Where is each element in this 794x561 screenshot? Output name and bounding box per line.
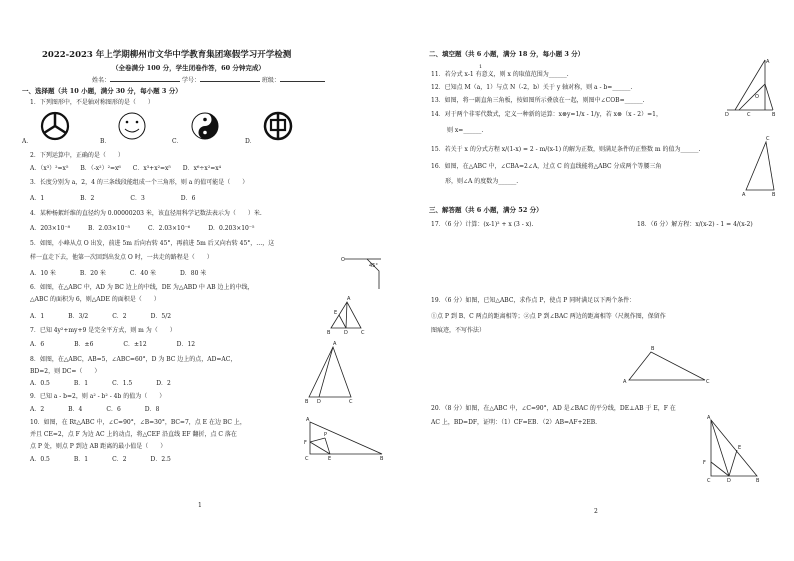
q10-options[interactable]: A．0.5 B．1 C．2 D．2.5 [30,456,171,463]
q5-point-o: O [341,257,345,263]
q5-line2: 样一直走下去，他第一次回到出发点 O 时，一共走的路程是（ ） [30,254,213,261]
q6-label-b: B [327,330,331,336]
q19-label-a: A [623,379,627,385]
q5-angle-label: 45° [369,263,378,269]
q4-options[interactable]: A．203×10⁻⁸ B．2.03×10⁻⁵ C．2.03×10⁻⁶ D．0.203×10⁻⁵ [30,225,255,232]
q16-label-a: A [742,192,746,198]
q2-stem: 2．下列运算中，正确的是（ ） [30,152,124,159]
q5-line1: 5．如图，小峰从点 O 出发，前进 5m 后向右转 45°，再前进 5m 后又向右转 45°，…，这 [30,240,275,247]
q1-opt-a[interactable]: A． [22,138,33,145]
page-number-left: 1 [198,502,202,509]
q8-line1: 8．如图，在△ABC，AB=5，∠ABC=60°，D 为 BC 边上的点，AD=AC， [30,356,237,363]
q10-label-c: C [305,456,309,462]
q6-label-c: C [361,330,365,336]
q6-line2: △ABC 的面积为 6，则△ADE 的面积是（ ） [30,296,160,303]
q20-label-a: A [707,415,711,421]
q11-frac-num: 1 [479,64,483,70]
q20-label-b: B [756,478,760,484]
q8-label-d: D [317,399,321,405]
q1-stem: 1．下列图形中，不是轴对称图形的是（ ） [30,99,154,106]
q1-opt-d[interactable]: D． [245,138,256,145]
q2-options[interactable]: A．（x³）²=x⁵ B．（-x²）²=x⁶ C．x³+x²=x⁵ D．x⁶÷x²=x⁴ [30,165,222,172]
q12-stem: 12．已知点 M（a，1）与点 N（-2，b）关于 y 轴对称，则 a - b=______. [431,84,633,91]
id-field[interactable] [200,81,260,82]
q20-figure [703,415,762,484]
q19-line2: ①点 P 到 B、C 两点的距离相等；②点 P 到∠BAC 两边的距离相等（尺规作图，保留作 [431,313,666,320]
q16-figure [742,136,777,198]
q7-options[interactable]: A．6 B．±6 C．±12 D．12 [30,341,196,348]
q13-label-b: B [772,112,776,118]
q19-label-c: C [706,379,710,385]
q13-label-c: C [747,112,751,118]
q6-label-a: A [347,296,351,302]
q16-line2: 形，则∠A 的度数为______. [445,178,519,185]
q19-label-b: B [651,346,655,352]
exam-subtitle: （全卷满分 100 分，学生闭卷作答，60 分钟完成） [112,64,265,72]
q10-label-p: P [324,432,328,438]
q8-options[interactable]: A．0.5 B．1 C．1.5 D．2 [30,380,171,387]
q1-figures [20,108,397,148]
name-field[interactable] [110,81,180,82]
q13-label-d: D [725,112,729,118]
q13-figure [725,58,777,118]
q1-option-d-figure [265,113,291,139]
q9-stem: 9．已知 a - b=2，则 a² - b² - 4b 的值为（ ） [30,393,166,400]
q16-line1: 16．如图，在△ABC 中，∠CBA=2∠A，过点 C 的直线能将△ABC 分成两个等腰三角 [431,163,662,170]
q10-line1: 10．如图，在 Rt△ABC 中，∠C=90°，∠B=30°，BC=7，点 E 在边 BC 上， [30,419,246,426]
q9-options[interactable]: A．2 B．4 C．6 D．8 [30,406,160,413]
section2-heading: 二、填空题（共 6 小题，满分 18 分，每小题 3 分） [429,50,585,58]
q20-label-e: E [738,445,742,451]
q10-figure [300,417,385,462]
q8-label-b: B [305,399,309,405]
student-info [92,77,325,84]
q6-line1: 6．如图，在△ABC 中，AD 为 BC 边上的中线，DE 为△ABD 中 AB 边上的中线， [30,284,254,291]
name-label: 姓名： [92,77,111,84]
q8-label-c: C [349,399,353,405]
q4-stem: 4．某种杨絮纤维的直径约为 0.00000203 米，该直径用科学记数法表示为（ ）米. [30,210,262,217]
q10-line3: 点 P 处，则点 P 到边 AB 距离的最小值是（ ） [30,443,167,450]
q19-line3: 图痕迹，不写作法） [431,327,486,334]
q15-stem: 15．若关于 x 的分式方程 x/(1-x) = 2 - m/(x-1) 的解为正数，则满足条件的正整数 m 的值为______. [431,146,701,153]
class-field[interactable] [280,81,325,82]
q1-opt-b[interactable]: B． [100,138,111,145]
q6-options[interactable]: A．1 B．3/2 C．2 D．5/2 [30,313,172,320]
q17-stem: 17．（6 分）计算：(x-1)² + x (3 - x). [431,221,534,228]
q20-label-d: D [727,478,731,484]
q10-label-e: E [328,456,332,462]
q19-figure [623,346,710,385]
q8-label-a: A [333,341,337,347]
q10-label-a: A [306,417,310,423]
q1-option-c-figure [192,113,218,139]
q10-label-b: B [380,456,384,462]
right-page [397,0,794,561]
q3-options[interactable]: A．1 B．2 C．3 D．6 [30,195,196,202]
q7-stem: 7．已知 4y²+my+9 是完全平方式，则 m 为（ ） [30,327,176,334]
q1-option-b-figure [119,113,145,139]
q13-label-o: O [755,94,759,100]
q11-stem: 11．若分式 x-1 有意义，则 x 的取值范围为______. [431,71,569,78]
q14-stem: 14．对于两个非零代数式，定义一种新的运算：x⊗y=1/x - 1/y，若 x⊗（x - 2）=1， [431,111,662,118]
q20-line2: AC 上，BD=DF，证明：（1）CF=EB．（2）AB=AF+2EB. [431,419,598,426]
q6-label-e: E [334,310,338,316]
q18-stem: 18．（6 分）解方程：x/(x-2) - 1 = 4/(x-2) [637,221,753,228]
q13-label-a: A [766,59,770,65]
q20-label-c: C [707,478,711,484]
q5-options[interactable]: A．10 米 B．20 米 C．40 米 D．80 米 [30,270,207,277]
q16-label-b: B [772,192,776,198]
class-label: 班级： [261,77,280,84]
q6-figure [325,296,365,336]
section3-heading: 三、解答题（共 6 小题，满分 52 分） [429,206,543,214]
q8-figure [305,341,355,405]
q1-opt-c[interactable]: C． [172,138,183,145]
q5-figure [341,255,385,295]
q16-label-c: C [766,136,770,142]
q3-stem: 3．长度分别为 a，2，4 的三条线段能组成一个三角形，则 a 的值可能是（ ） [30,179,249,186]
q19-line1: 19．（6 分）如图，已知△ABC，求作点 P，使点 P 同时满足以下两个条件： [431,297,636,304]
q10-label-f: F [304,440,307,446]
section1-heading: 一、选择题（共 10 小题，满分 30 分，每小题 3 分） [22,87,182,95]
q20-line1: 20．（8 分）如图，在△ABC 中，∠C=90°，AD 是∠BAC 的平分线，DE⊥AB 于 E，F 在 [431,405,676,412]
page-number-right: 2 [594,508,598,515]
q14-answer: 则 x=______. [447,127,484,134]
q6-label-d: D [344,330,348,336]
id-label: 学号： [181,77,200,84]
q10-line2: 并且 CE=2，点 F 为边 AC 上的动点，将△CEF 沿直线 EF 翻折，点 C 落在 [30,431,237,438]
q8-line2: BD=2，则 DC=（ ） [30,368,101,375]
q1-option-a-figure [42,113,68,139]
exam-title: 2022-2023 年上学期柳州市文华中学教育集团寒假学习开学检测 [42,50,292,60]
q20-label-f: F [703,460,706,466]
q13-stem: 13．如图，将一副直角三角板，按如图所示叠放在一起，则图中∠COB=______. [431,97,645,104]
